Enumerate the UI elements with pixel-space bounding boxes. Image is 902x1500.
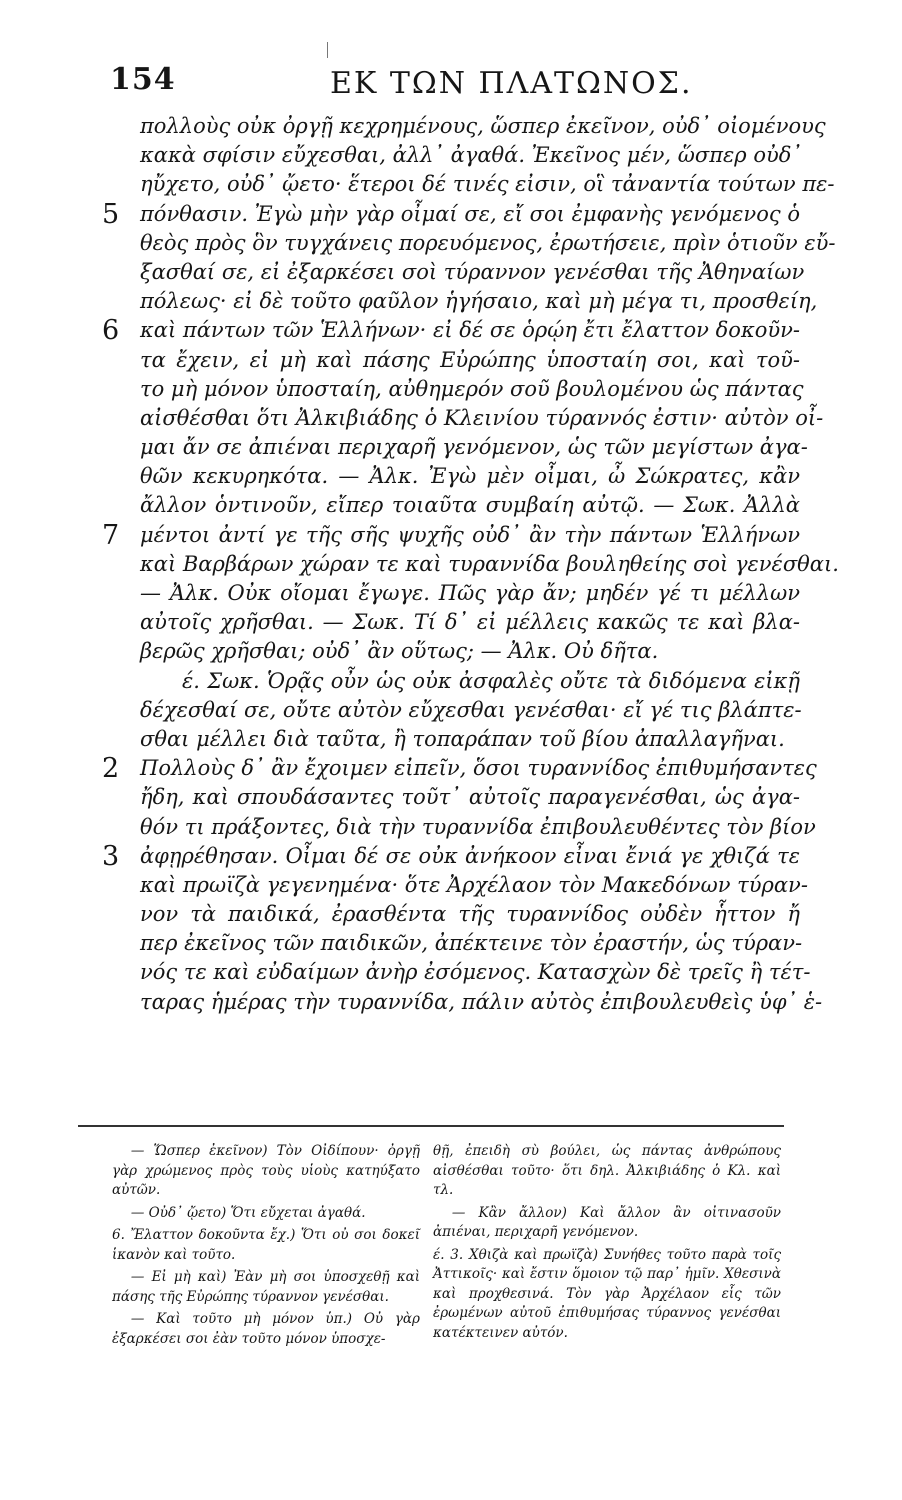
text-line-content: τα ἔχειν, εἰ μὴ καὶ πάσης Εὐρώπης ὑποσταίη σοι, καὶ τοῦ- — [140, 347, 800, 372]
text-line — [102, 198, 800, 230]
text-line — [140, 637, 800, 666]
text-line — [140, 958, 811, 987]
text-line-content: κακὰ σφίσιν εὔχεσθαι, ἀλλ᾽ ἀγαθά. Ἐκεῖνος μέν, ὥσπερ οὐδ᾽ — [140, 143, 802, 168]
text-line — [140, 491, 800, 520]
text-line-content: αἰσθέσθαι ὅτι Ἀλκιβιάδης ὁ Κλεινίου τύραννός ἐστιν· αὐτὸν οἶ- — [140, 405, 824, 430]
running-head: ΕΚ ΤΩΝ ΠΛΑΤΩΝΟΣ. — [330, 66, 693, 101]
text-line-content: θόν τι πράξοντες, διὰ τὴν τυραννίδα ἐπιβουλευθέντες τὸν βίον — [140, 814, 816, 839]
text-line — [140, 988, 823, 1017]
text-line-content: το μὴ μόνον ὑποσταίη, αὐθημερόν σοῦ βουλομένου ὡς πάντας — [140, 376, 804, 401]
footnote: έ. 3. Χθιζὰ καὶ πρωϊζὰ) Συνήθες τοῦτο παρὰ τοῖς Ἀττικοῖς· καὶ ἔστιν ὅμοιον τῷ παρ᾽ ἡμῖν. Χθεσινὰ καὶ προχθεσινά. Τὸν γὰρ Ἀρχέλαον εἷς τῶν ἐρωμένων αὐτοῦ ἐπιθυμήσας τύραννος γενέσθαι κατέκτεινεν αὐτόν. — [433, 1246, 781, 1341]
text-line — [140, 667, 800, 696]
text-line-content: ἄλλον ὁντινοῦν, εἴπερ τοιαῦτα συμβαίη αὐτῷ. — Σωκ. Ἀλλὰ — [140, 493, 800, 518]
text-line — [140, 287, 818, 316]
text-line-content: θεὸς πρὸς ὃν τυγχάνεις πορευόμενος, ἐρωτήσειε, πρὶν ὁτιοῦν εὔ- — [140, 230, 836, 255]
page-number: 154 — [110, 62, 176, 97]
text-line — [140, 112, 826, 141]
text-line-content: πολλοὺς οὐκ ὀργῇ κεχρημένους, ὥσπερ ἐκεῖνον, οὐδ᾽ οἰομένους — [140, 114, 826, 138]
text-line-content: καὶ πάντων τῶν Ἑλλήνων· εἰ δέ σε ὁρῴη ἔτι ἔλαττον δοκοῦν- — [140, 318, 800, 343]
text-line-content: ἤδη, καὶ σπουδάσαντες τοῦτ᾽ αὐτοῖς παραγενέσθαι, ὡς ἀγα- — [140, 785, 800, 810]
line-number: 2 — [102, 753, 120, 785]
line-number: 5 — [102, 198, 120, 230]
line-number: 6 — [102, 315, 120, 347]
line-number: 3 — [102, 840, 120, 872]
text-line — [140, 871, 808, 900]
footnote-rule — [78, 1125, 784, 1127]
text-line — [102, 315, 800, 347]
text-line-content: ἀφῃρέθησαν. Οἶμαι δέ σε οὐκ ἀνήκοον εἶναι ἔνιά γε χθιζά τε — [140, 843, 800, 868]
footnotes-left-column — [112, 1142, 420, 1352]
text-line-content: ξασθαί σε, εἰ ἐξαρκέσει σοὶ τύραννον γενέσθαι τῆς Ἀθηναίων — [140, 259, 805, 284]
text-line — [140, 404, 824, 433]
text-line — [102, 753, 817, 785]
text-line — [140, 375, 804, 404]
text-line-content: — Ἀλκ. Οὐκ οἴομαι ἔγωγε. Πῶς γὰρ ἄν; μηδέν γέ τι μέλλων — [140, 581, 800, 605]
footnote: θῇ, ἐπειδὴ σὺ βούλει, ὡς πάντας ἀνθρώπους αἰσθέσθαι τοῦτο· ὅτι δηλ. Ἀλκιβιάδης ὁ Κλ. καὶ τλ. — [433, 1143, 781, 1198]
footnote: — Οὐδ᾽ ᾤετο) Ὅτι εὔχεται ἀγαθά. — [130, 1204, 366, 1221]
text-line — [140, 608, 800, 637]
footnote: — Καὶ τοῦτο μὴ μόνον ὑπ.) Οὐ γὰρ ἐξαρκέσει σοι ἐὰν τοῦτο μόνον ὑποσχε- — [112, 1311, 420, 1347]
footnote: 6. Ἔλαττον δοκοῦντα ἔχ.) Ὅτι οὐ σοι δοκεῖ ἱκανὸν καὶ τοῦτο. — [112, 1227, 420, 1263]
footnote: — Εἰ μὴ καὶ) Ἐὰν μὴ σοι ὑποσχεθῇ καὶ πάσης τῆς Εὐρώπης τύραννον γενέσθαι. — [112, 1269, 420, 1305]
text-line-content: Πολλοὺς δ᾽ ἂν ἔχοιμεν εἰπεῖν, ὅσοι τυραννίδος ἐπιθυμήσαντες — [140, 756, 817, 781]
text-line-content: μαι ἄν σε ἀπιέναι περιχαρῆ γενόμενον, ὡς τῶν μεγίστων ἀγα- — [140, 435, 808, 460]
text-line-content: αὐτοῖς χρῆσθαι. — Σωκ. Τί δ᾽ εἰ μέλλεις κακῶς τε καὶ βλα- — [140, 610, 800, 635]
text-line-content: μέντοι ἀντί γε τῆς σῆς ψυχῆς οὐδ᾽ ἂν τὴν πάντων Ἑλλήνων — [140, 522, 800, 547]
text-line — [140, 550, 839, 579]
text-line — [140, 346, 800, 375]
text-line — [102, 519, 800, 551]
text-line — [140, 929, 803, 958]
footnote: — Κἂν ἄλλον) Καὶ ἄλλον ἂν οἰτινασοῦν ἀπιέναι, περιχαρῆ γενόμενον. — [433, 1204, 781, 1240]
text-line — [140, 783, 800, 812]
text-line — [140, 579, 800, 608]
text-line — [140, 229, 836, 258]
text-line — [140, 141, 800, 170]
text-line-content: καὶ Βαρβάρων χώραν τε καὶ τυραννίδα βουληθείης σοὶ γενέσθαι. — [140, 551, 839, 576]
text-line-content: έ. Σωκ. Ὁρᾷς οὖν ὡς οὐκ ἀσφαλὲς οὔτε τὰ διδόμενα εἰκῇ — [182, 668, 800, 693]
text-line — [140, 813, 816, 842]
text-line — [140, 696, 800, 725]
text-line-content: νός τε καὶ εὐδαίμων ἀνὴρ ἐσόμενος. Κατασχὼν δὲ τρεῖς ἢ τέτ- — [140, 960, 811, 985]
text-line-content: σθαι μέλλει διὰ ταῦτα, ἢ τοπαράπαν τοῦ βίου ἀπαλλαγῆναι. — [140, 726, 785, 751]
text-line-content: περ ἐκεῖνος τῶν παιδικῶν, ἀπέκτεινε τὸν ἐραστήν, ὡς τύραν- — [140, 931, 803, 956]
text-line — [102, 840, 800, 872]
text-line — [140, 462, 800, 491]
footnote: — Ὥσπερ ἐκεῖνον) Τὸν Οἰδίπουν· ὀργῇ γὰρ χρώμενος πρὸς τοὺς υἱοὺς κατηύξατο αὐτῶν. — [112, 1143, 420, 1198]
top-mark — [327, 42, 328, 58]
main-text — [102, 112, 839, 1017]
text-line-content: θῶν κεκυρηκότα. — Ἀλκ. Ἐγὼ μὲν οἶμαι, ὦ Σώκρατες, κἂν — [140, 464, 800, 489]
text-line-content: ηὔχετο, οὐδ᾽ ᾤετο· ἕτεροι δέ τινές εἰσιν, οἳ τἀναντία τούτων πε- — [140, 172, 835, 197]
text-line — [140, 725, 800, 754]
text-line-content: ταρας ἡμέρας τὴν τυραννίδα, πάλιν αὐτὸς ἐπιβουλευθεὶς ὑφ᾽ ἑ- — [140, 989, 823, 1014]
text-line-content: βερῶς χρῆσθαι; οὐδ᾽ ἂν οὕτως; — Ἀλκ. Οὐ δῆτα. — [140, 639, 659, 664]
text-line-content: δέχεσθαί σε, οὔτε αὐτὸν εὔχεσθαι γενέσθαι· εἴ γέ τις βλάπτε- — [140, 697, 802, 722]
text-line-content: πόλεως· εἰ δὲ τοῦτο φαῦλον ἡγήσαιο, καὶ μὴ μέγα τι, προσθείη, — [140, 289, 818, 314]
footnotes-right-column — [433, 1142, 781, 1346]
text-line-content: πόνθασιν. Ἐγὼ μὴν γὰρ οἶμαί σε, εἴ σοι ἐμφανὴς γενόμενος ὁ — [140, 201, 800, 226]
line-number: 7 — [102, 519, 120, 551]
text-line — [140, 433, 808, 462]
text-line — [140, 900, 800, 929]
text-line — [140, 258, 805, 287]
text-line — [140, 170, 835, 199]
text-line-content: νον τὰ παιδικά, ἐρασθέντα τῆς τυραννίδος οὐδὲν ἧττον ἤ — [140, 902, 800, 927]
text-line-content: καὶ πρωϊζὰ γεγενημένα· ὅτε Ἀρχέλαον τὸν Μακεδόνων τύραν- — [140, 872, 808, 897]
